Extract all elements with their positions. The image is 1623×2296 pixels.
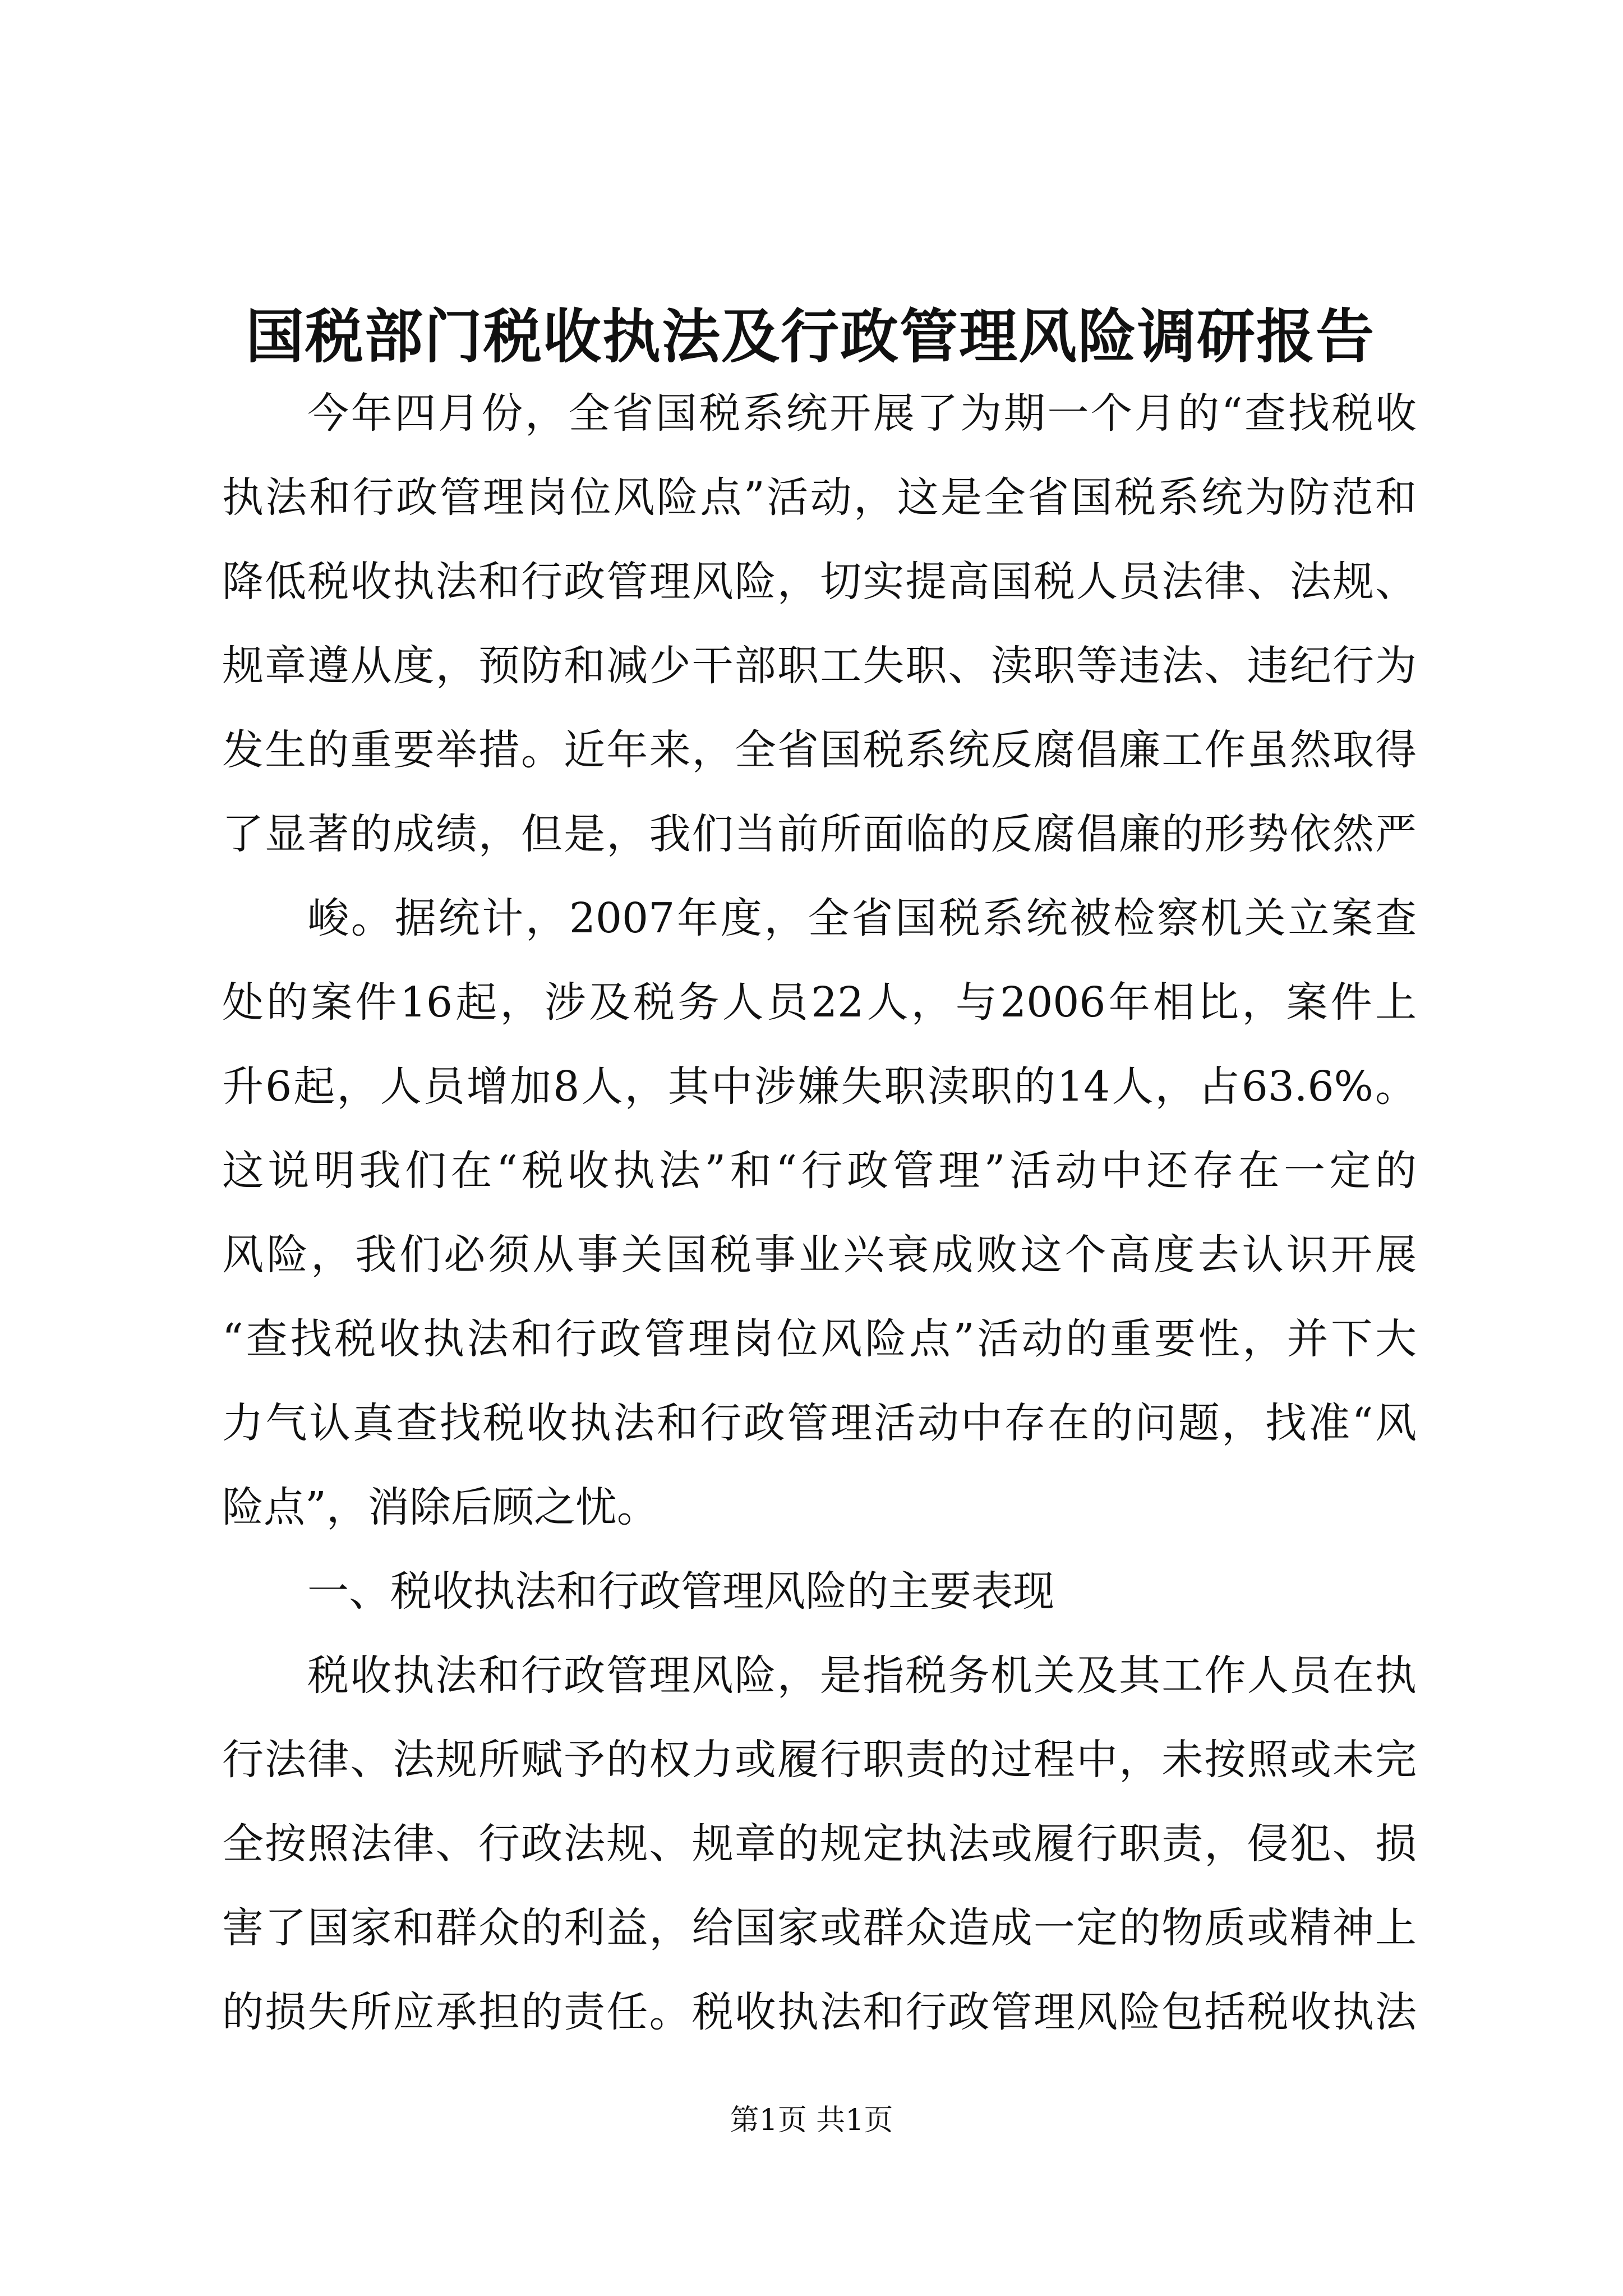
body-line: 的损失所应承担的责任。税收执法和行政管理风险包括税收执法 [222,1988,1417,2036]
body-line: 风险，我们必须从事关国税事业兴衰成败这个高度去认识开展 [222,1231,1417,1279]
body-line: 发生的重要举措。近年来，全省国税系统反腐倡廉工作虽然取得 [222,726,1417,774]
page-footer: 第1页 共1页 [730,2104,893,2137]
body-line: 峻。据统计，2007年度，全省国税系统被检察机关立案查 [307,894,1417,942]
body-line: “查找税收执法和行政管理岗位风险点”活动的重要性，并下大 [222,1315,1417,1363]
body-line: 力气认真查找税收执法和行政管理活动中存在的问题，找准“风 [222,1399,1417,1447]
body-line: 险点”，消除后顾之忧。 [222,1483,658,1531]
body-line: 今年四月份，全省国税系统开展了为期一个月的“查找税收 [307,389,1417,438]
section-heading: 一、税收执法和行政管理风险的主要表现 [307,1567,1054,1616]
body-line: 了显著的成绩，但是，我们当前所面临的反腐倡廉的形势依然严 [222,810,1417,858]
body-line: 执法和行政管理岗位风险点”活动，这是全省国税系统为防范和 [222,473,1417,522]
body-line: 这说明我们在“税收执法”和“行政管理”活动中还存在一定的 [222,1147,1417,1195]
document-title: 国税部门税收执法及行政管理风险调研报告 [245,302,1375,371]
body-line: 全按照法律、行政法规、规章的规定执法或履行职责，侵犯、损 [222,1820,1417,1868]
body-line: 处的案件16起，涉及税务人员22人，与2006年相比，案件上 [222,978,1417,1027]
body-line: 规章遵从度，预防和减少干部职工失职、渎职等违法、违纪行为 [222,642,1417,690]
body-line: 降低税收执法和行政管理风险，切实提高国税人员法律、法规、 [222,558,1417,606]
body-line: 升6起，人员增加8人，其中涉嫌失职渎职的14人，占63.6%。 [222,1062,1417,1111]
body-line: 税收执法和行政管理风险，是指税务机关及其工作人员在执 [307,1651,1417,1700]
body-line: 害了国家和群众的利益，给国家或群众造成一定的物质或精神上 [222,1904,1417,1952]
body-line: 行法律、法规所赋予的权力或履行职责的过程中，未按照或未完 [222,1736,1417,1784]
